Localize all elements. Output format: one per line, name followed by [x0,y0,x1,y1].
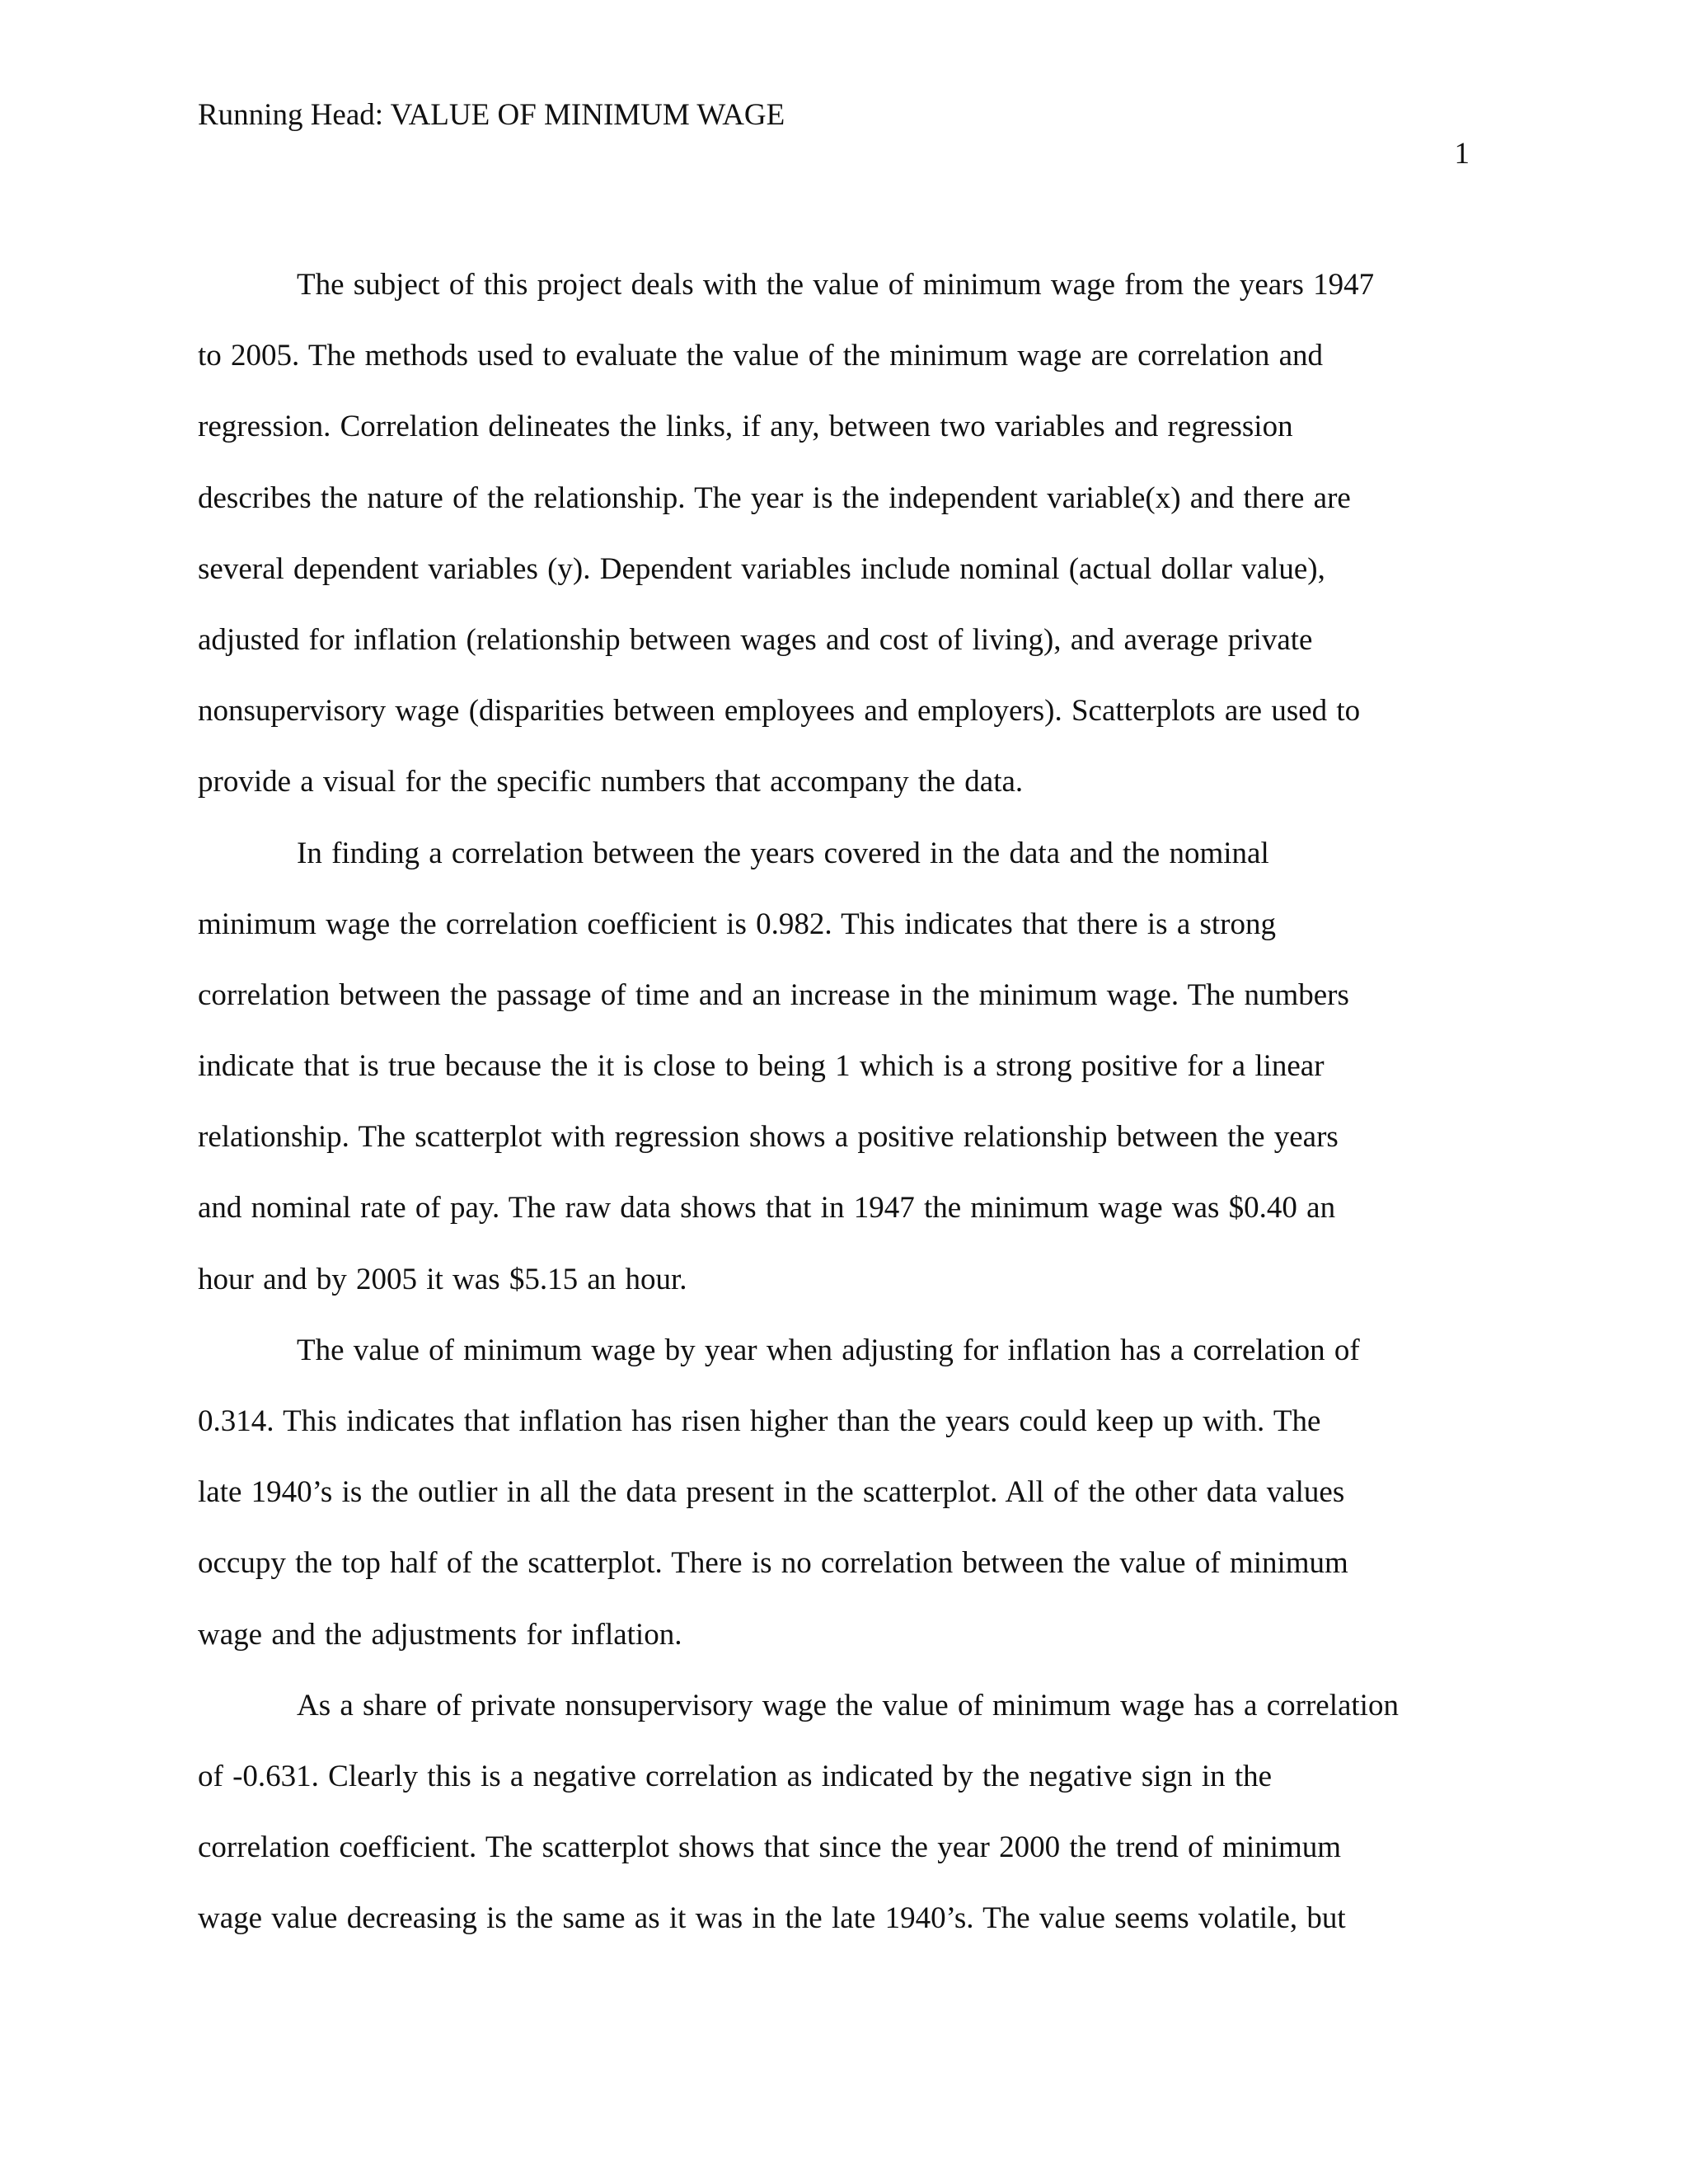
paragraph-line: describes the nature of the relationship. The year is the independent variable(x) and there are [198,480,1351,515]
paragraph-line: late 1940’s is the outlier in all the data present in the scatterplot. All of the other data values [198,1475,1345,1510]
paragraph-line: occupy the top half of the scatterplot. There is no correlation between the value of minimum [198,1546,1348,1581]
paragraph-line: As a share of private nonsupervisory wage the value of minimum wage has a correlation [297,1688,1399,1722]
paragraph-line: provide a visual for the specific numbers that accompany the data. [198,765,1024,799]
paragraph-line: regression. Correlation delineates the links, if any, between two variables and regression [198,410,1293,444]
paragraph-line: minimum wage the correlation coefficient is 0.982. This indicates that there is a strong [198,907,1276,941]
paragraph-line: hour and by 2005 it was $5.15 an hour. [198,1262,687,1296]
paragraph-line: wage and the adjustments for inflation. [198,1617,682,1652]
paragraph-line: wage value decreasing is the same as it was in the late 1940’s. The value seems volatile, but [198,1901,1346,1936]
paragraph-line: relationship. The scatterplot with regression shows a positive relationship between the years [198,1120,1339,1155]
paragraph-line: The subject of this project deals with the value of minimum wage from the years 1947 [297,268,1375,302]
paragraph-line: correlation between the passage of time and an increase in the minimum wage. The numbers [198,977,1349,1012]
paragraph-line: several dependent variables (y). Dependent variables include nominal (actual dollar value), [198,551,1325,586]
page-number: 1 [1454,137,1470,171]
paragraph-line: adjusted for inflation (relationship between wages and cost of living), and average private [198,622,1313,657]
paragraph-line: In finding a correlation between the years covered in the data and the nominal [297,836,1269,870]
paragraph-line: 0.314. This indicates that inflation has risen higher than the years could keep up with. The [198,1404,1321,1438]
paragraph-line: The value of minimum wage by year when adjusting for inflation has a correlation of [297,1333,1360,1367]
paragraph-line: to 2005. The methods used to evaluate the value of the minimum wage are correlation and [198,339,1324,373]
paragraph-line: of -0.631. Clearly this is a negative correlation as indicated by the negative sign in the [198,1759,1273,1793]
running-head: Running Head: VALUE OF MINIMUM WAGE [198,98,785,132]
paragraph-line: and nominal rate of pay. The raw data shows that in 1947 the minimum wage was $0.40 an [198,1191,1336,1226]
paragraph-line: nonsupervisory wage (disparities between employees and employers). Scatterplots are used to [198,694,1361,729]
paragraph-line: indicate that is true because the it is close to being 1 which is a strong positive for a linear [198,1049,1325,1084]
body-text [198,265,1455,1971]
paragraph-line: correlation coefficient. The scatterplot shows that since the year 2000 the trend of minimum [198,1830,1342,1865]
